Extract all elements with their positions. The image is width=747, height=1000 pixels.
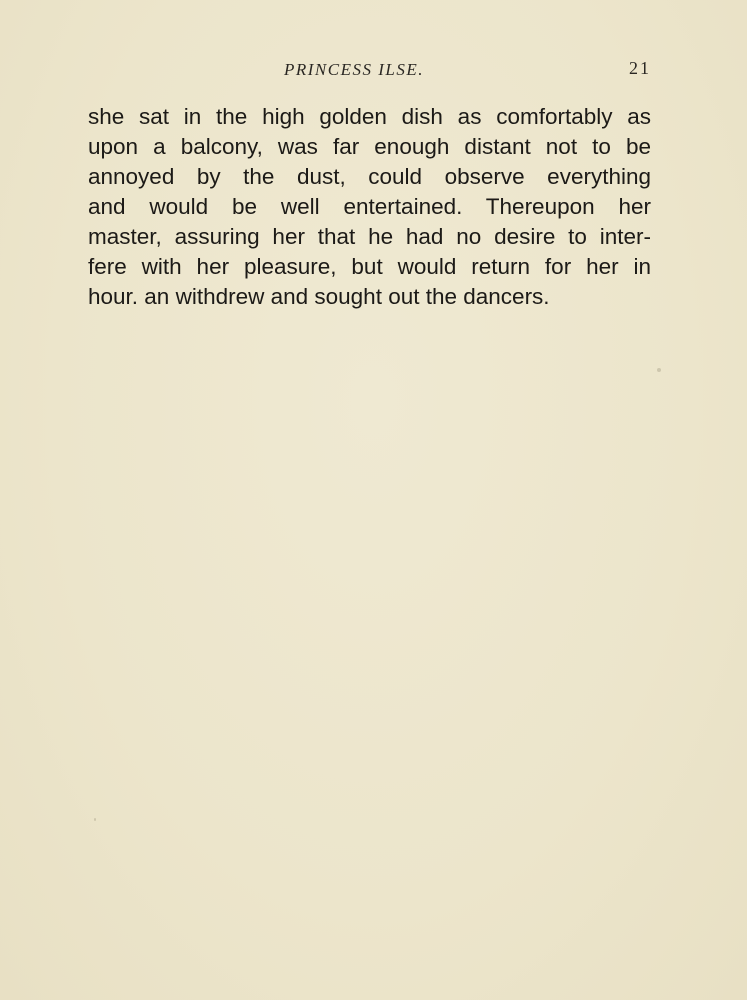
paper-speck <box>657 368 661 372</box>
body-text <box>88 102 651 312</box>
text-line: she sat in the high golden dish as comfortably as <box>88 104 651 129</box>
text-line: master, assuring her that he had no desire to inter- <box>88 224 651 249</box>
text-line: hour. an withdrew and sought out the dancers. <box>88 284 550 309</box>
text-line: upon a balcony, was far enough distant not to be <box>88 134 651 159</box>
paper-speck <box>94 818 96 821</box>
running-head: PRINCESS ILSE. <box>284 60 424 79</box>
page-number: 21 <box>629 58 651 78</box>
text-line: and would be well entertained. Thereupon her <box>88 194 651 219</box>
text-line: annoyed by the dust, could observe everything <box>88 164 651 189</box>
text-line: fere with her pleasure, but would return for her in <box>88 254 651 279</box>
